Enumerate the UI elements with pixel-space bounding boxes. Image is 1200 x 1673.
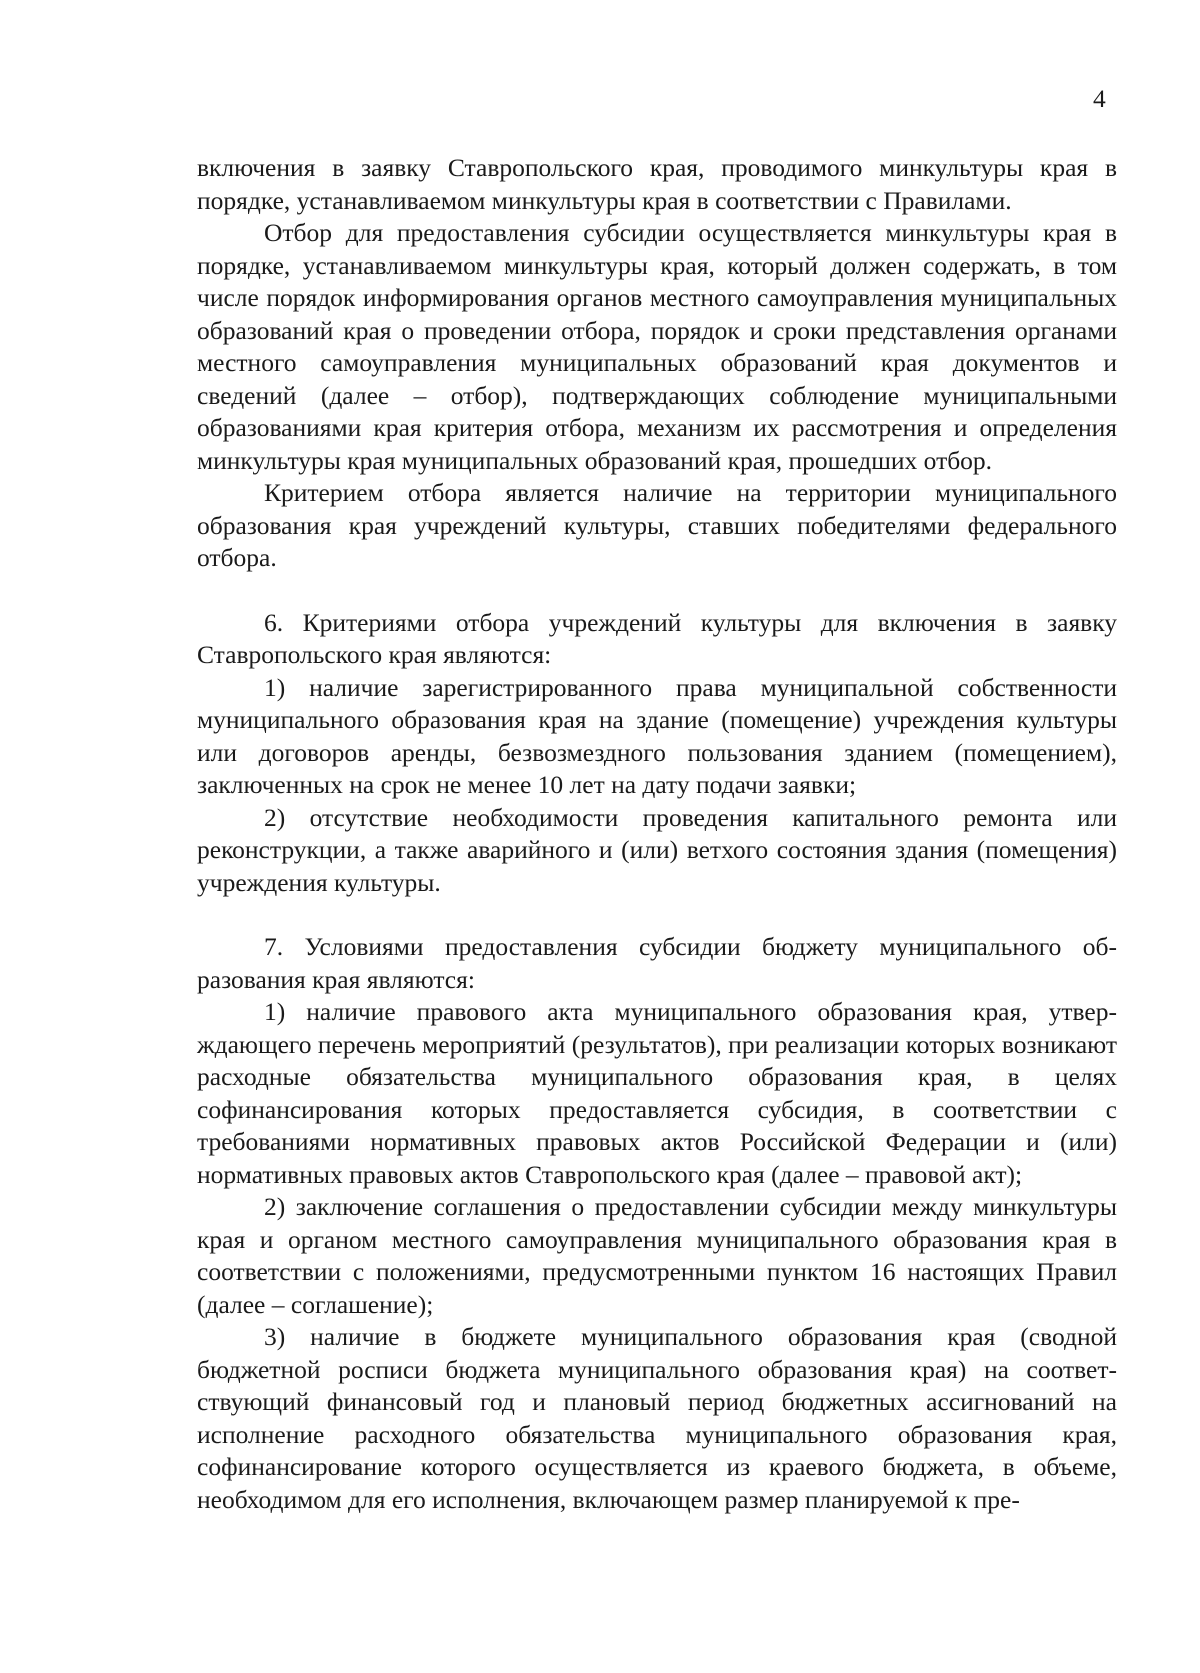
- clause-7-item-1: 1) наличие правового акта муниципального образования края, утверждающего перечень мероприятий (результатов), при реализации которых возникают расходные обязательства муниципального образования края, в целях софинансирования которых предоставляется субсидия, в соответствии с требованиями нормативных правовых актов Российской Федерации и (или) нормативных правовых актов Ставропольского края (далее – правовой акт);: [197, 997, 1117, 1189]
- page-number: 4: [1093, 84, 1106, 113]
- paragraph-continuation: включения в заявку Ставропольского края, проводимого минкультуры края в порядке, устанавливаемом минкультуры края в соответствии с Правилами.: [197, 153, 1117, 215]
- clause-7-item-3: 3) наличие в бюджете муниципального образования края (сводной бюджетной росписи бюджета муниципального образования края) на соответствующий финансовый год и плановый период бюджетных ассигнований на исполнение расходного обязательства муниципального образования края, софинансирование которого осуществляется из краевого бюджета, в объеме, необходимом для его исполнения, включающем размер планируемой к пре-: [197, 1322, 1117, 1514]
- clause-6-heading: 6. Критериями отбора учреждений культуры для включения в заявку Ставропольского края являются:: [197, 607, 1117, 669]
- clause-6-item-2: 2) отсутствие необходимости проведения капитального ремонта или реконструкции, а также аварийного и (или) ветхого состояния здания (помещения) учреждения культуры.: [197, 802, 1117, 897]
- clause-6-item-1: 1) наличие зарегистрированного права муниципальной собственности муниципального образования края на здание (помещение) учреждения культуры или договоров аренды, безвозмездного пользования зданием (помещением), заключенных на срок не менее 10 лет на дату подачи заявки;: [197, 672, 1117, 799]
- paragraph-selection-criterion: Критерием отбора является наличие на территории муниципального образования края учреждений культуры, ставших победителями федерального отбора.: [197, 478, 1117, 572]
- document-body: [197, 152, 1117, 1516]
- clause-7-heading: 7. Условиями предоставления субсидии бюджету муниципального образования края являются:: [197, 932, 1117, 994]
- clause-7-item-2: 2) заключение соглашения о предоставлении субсидии между минкультуры края и органом местного самоуправления муниципального образования края в соответствии с положениями, предусмотренными пунктом 16 настоящих Правил (далее – соглашение);: [197, 1192, 1117, 1319]
- paragraph-selection-procedure: Отбор для предоставления субсидии осуществляется минкультуры края в порядке, устанавливаемом минкультуры края, который должен содержать, в том числе порядок информирования органов местного самоуправления муниципальных образований края о проведении отбора, порядок и сроки представления органами местного самоуправления муниципальных образований края документов и сведений (далее – отбор), подтверждающих соблюдение муниципальными образованиями края критерия отбора, механизм их рассмотрения и определения минкультуры края муниципальных образований края, прошедших отбор.: [197, 218, 1117, 475]
